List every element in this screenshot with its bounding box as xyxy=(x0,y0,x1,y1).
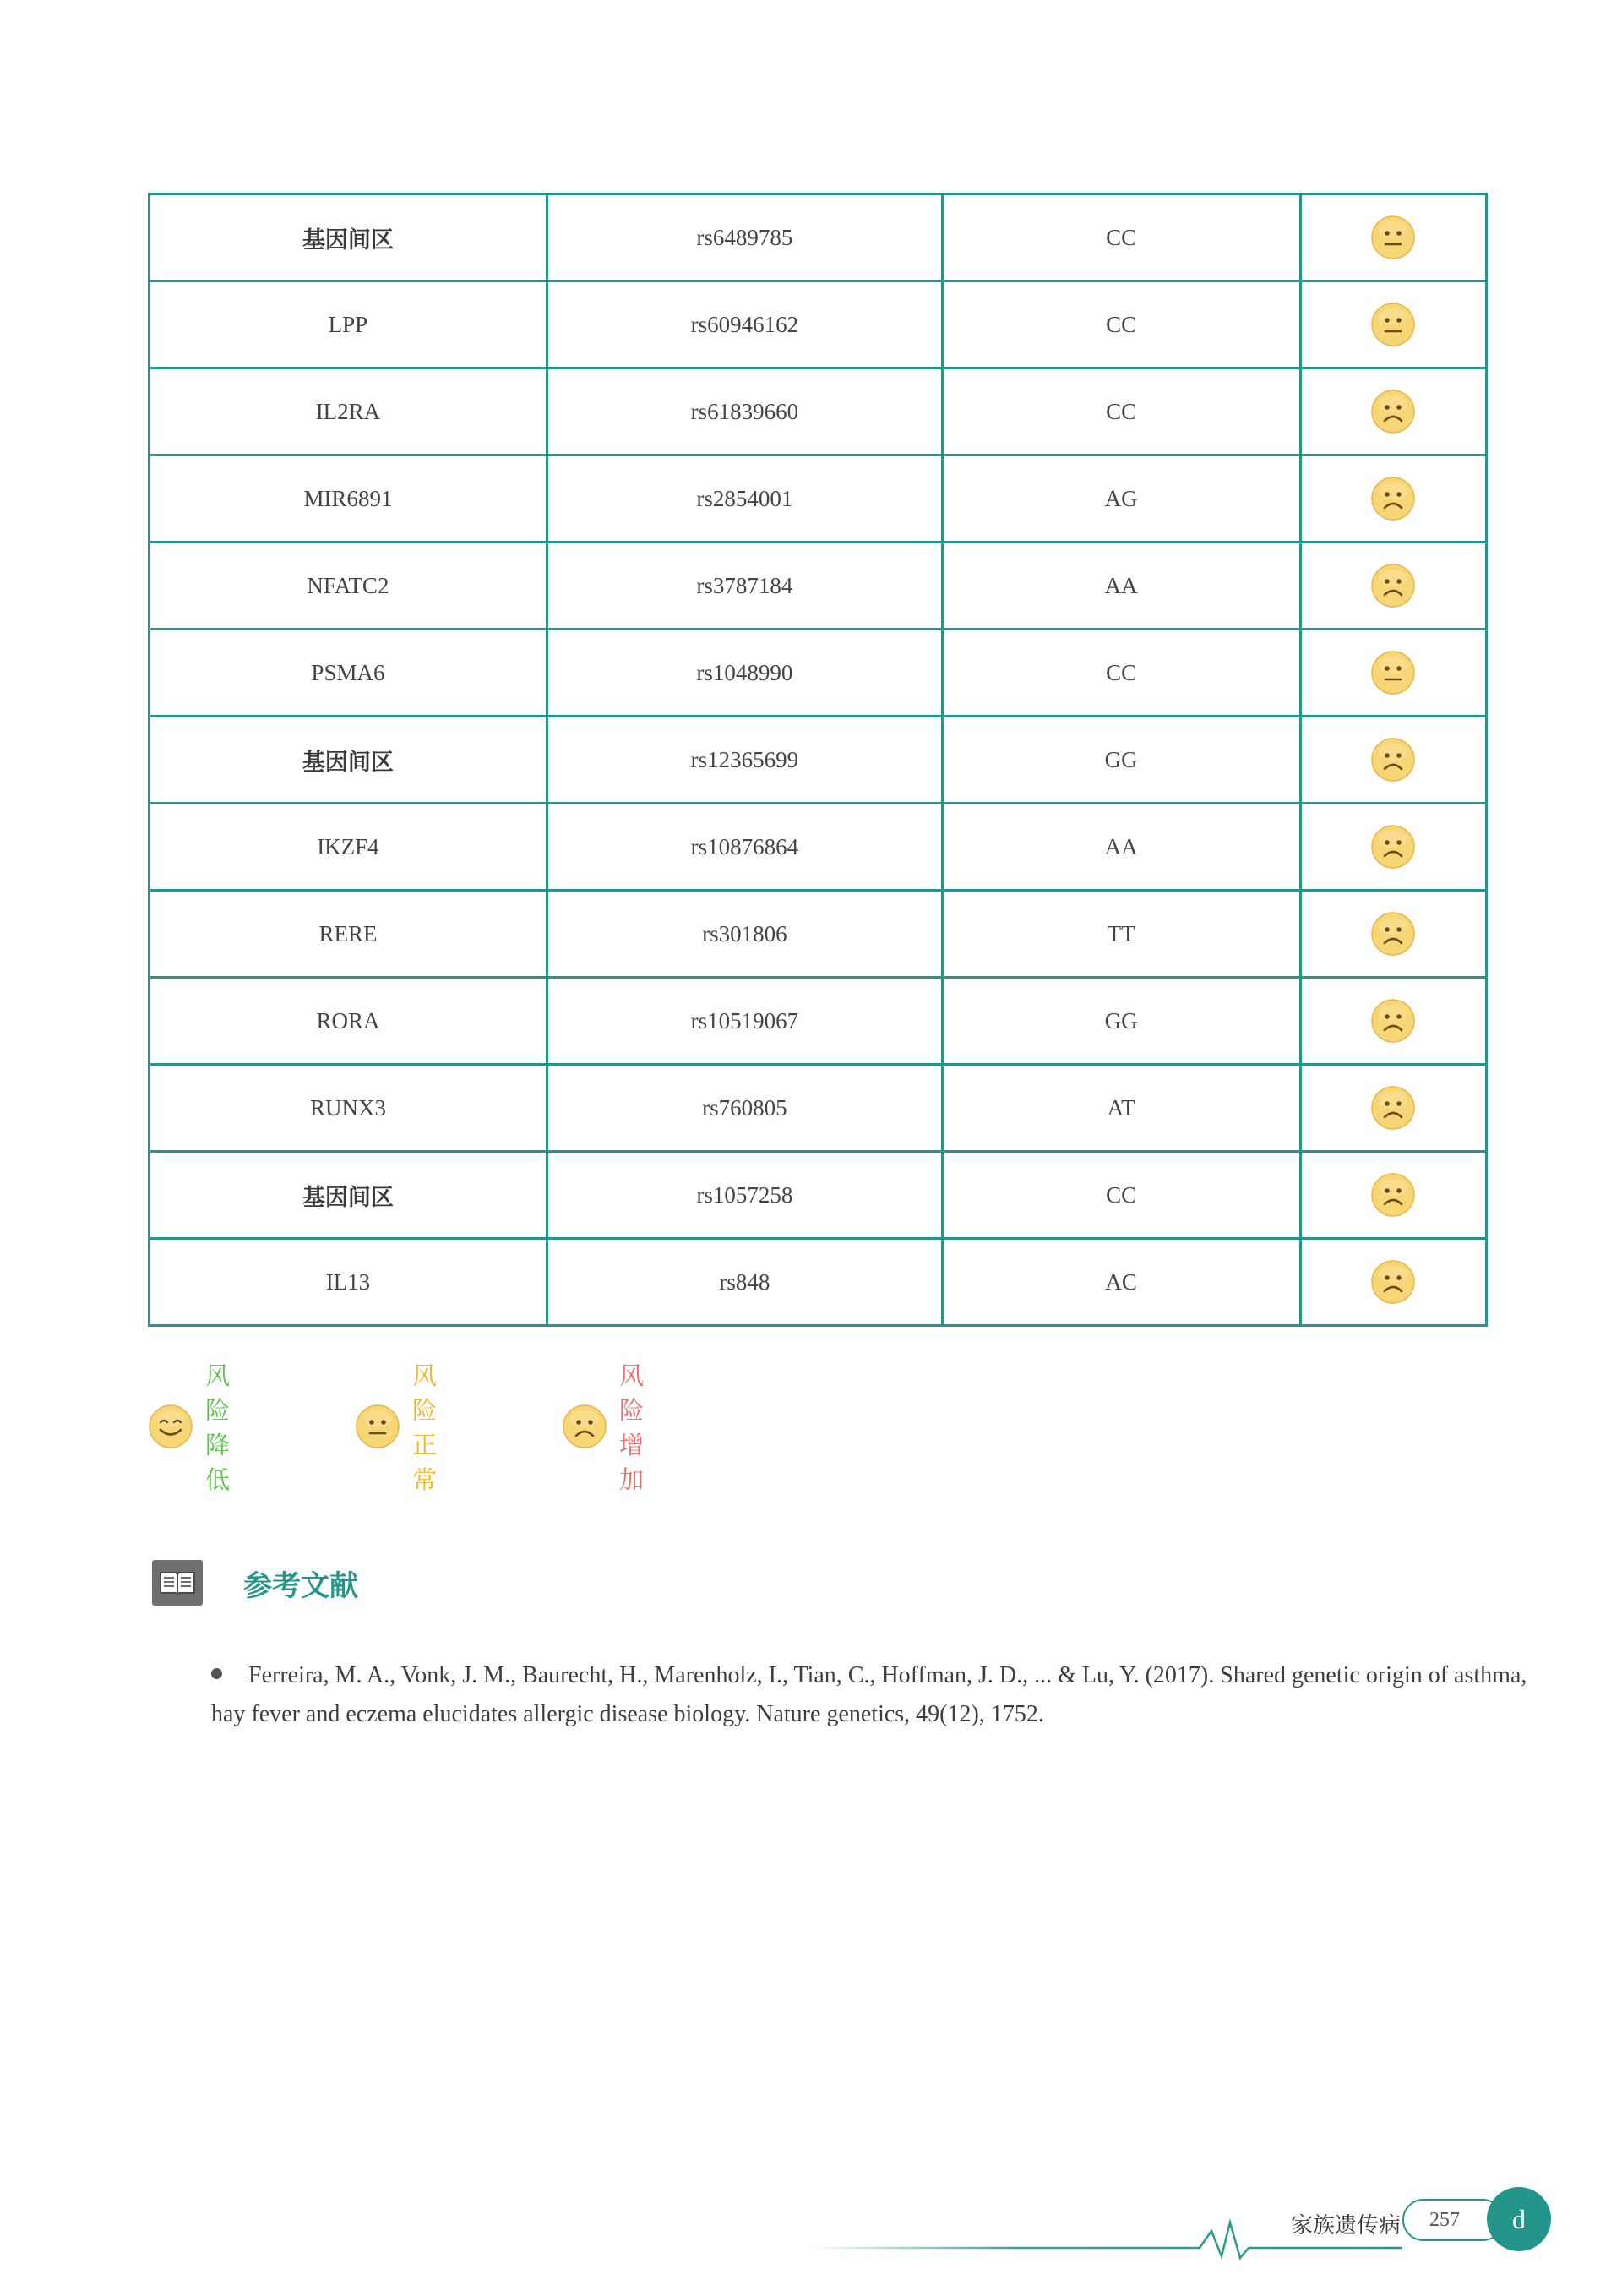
risk-cell xyxy=(1300,717,1486,804)
references-list xyxy=(211,1656,1529,1734)
gene-cell: IKZF4 xyxy=(150,804,547,891)
risk-cell xyxy=(1300,630,1486,717)
neutral-face-icon xyxy=(1370,302,1416,347)
table-row xyxy=(150,1065,1487,1152)
genotype-cell: CC xyxy=(942,1152,1300,1239)
genotype-cell: AA xyxy=(942,543,1300,630)
references-title: 参考文献 xyxy=(243,1568,358,1603)
risk-cell xyxy=(1300,978,1486,1065)
bullet-icon xyxy=(211,1668,222,1679)
table-row xyxy=(150,978,1487,1065)
rsid-cell: rs60946162 xyxy=(547,281,942,368)
rsid-cell: rs1057258 xyxy=(547,1152,942,1239)
neutral-face-icon xyxy=(1370,215,1416,260)
frown-face-icon xyxy=(1370,1259,1416,1305)
gene-cell: 基因间区 xyxy=(150,194,547,281)
legend-risk-normal xyxy=(355,1361,438,1494)
table-row xyxy=(150,1152,1487,1239)
frown-face-icon xyxy=(1370,998,1416,1044)
legend-label-high: 风险增加 xyxy=(619,1361,645,1494)
genotype-cell: GG xyxy=(942,978,1300,1065)
table-row xyxy=(150,281,1487,368)
rsid-cell: rs10519067 xyxy=(547,978,942,1065)
rsid-cell: rs1048990 xyxy=(547,630,942,717)
frown-face-icon xyxy=(1370,476,1416,521)
table-row xyxy=(150,368,1487,455)
genotype-cell: CC xyxy=(942,368,1300,455)
genotype-cell: TT xyxy=(942,891,1300,978)
reference-text: Ferreira, M. A., Vonk, J. M., Baurecht, H., Marenholz, I., Tian, C., Hoffman, J. D., ... & Lu, Y. (2017). Shared genetic origin of asthma, hay fever and eczema elucidates allergic disease biology. Nature genetics, 49(12), 1752. xyxy=(211,1662,1527,1727)
genotype-cell: CC xyxy=(942,281,1300,368)
legend-label-low: 风险降低 xyxy=(205,1361,231,1494)
risk-cell xyxy=(1300,1239,1486,1326)
gene-cell: IL13 xyxy=(150,1239,547,1326)
genotype-cell: GG xyxy=(942,717,1300,804)
gene-cell: MIR6891 xyxy=(150,455,547,543)
smile-face-icon xyxy=(148,1404,193,1449)
frown-face-icon xyxy=(1370,737,1416,783)
chapter-badge xyxy=(1487,2187,1551,2251)
table-row xyxy=(150,630,1487,717)
frown-face-icon xyxy=(1370,824,1416,870)
risk-cell xyxy=(1300,891,1486,978)
risk-cell xyxy=(1300,1152,1486,1239)
genotype-cell: AC xyxy=(942,1239,1300,1326)
risk-cell xyxy=(1300,194,1486,281)
frown-face-icon xyxy=(562,1404,607,1449)
gene-cell: RUNX3 xyxy=(150,1065,547,1152)
frown-face-icon xyxy=(1370,1172,1416,1218)
risk-cell xyxy=(1300,1065,1486,1152)
table-row xyxy=(150,455,1487,543)
neutral-face-icon xyxy=(355,1404,400,1449)
gene-cell: RORA xyxy=(150,978,547,1065)
table-row xyxy=(150,717,1487,804)
genotype-cell: AA xyxy=(942,804,1300,891)
references-header xyxy=(152,1557,358,1608)
gene-cell: 基因间区 xyxy=(150,717,547,804)
legend-label-normal: 风险正常 xyxy=(412,1361,438,1494)
genotype-cell: CC xyxy=(942,630,1300,717)
page-number-text: 257 xyxy=(1429,2208,1460,2231)
rsid-cell: rs760805 xyxy=(547,1065,942,1152)
genotype-cell: AG xyxy=(942,455,1300,543)
genotype-cell: AT xyxy=(942,1065,1300,1152)
risk-cell xyxy=(1300,543,1486,630)
reference-item xyxy=(211,1656,1529,1734)
table-row xyxy=(150,891,1487,978)
risk-cell xyxy=(1300,368,1486,455)
table-row xyxy=(150,543,1487,630)
gene-cell: IL2RA xyxy=(150,368,547,455)
legend-risk-lowered xyxy=(148,1361,231,1494)
risk-cell xyxy=(1300,804,1486,891)
gene-cell: PSMA6 xyxy=(150,630,547,717)
legend-risk-increased xyxy=(562,1361,645,1494)
gene-cell: RERE xyxy=(150,891,547,978)
rsid-cell: rs301806 xyxy=(547,891,942,978)
frown-face-icon xyxy=(1370,1085,1416,1131)
risk-cell xyxy=(1300,455,1486,543)
gene-cell: NFATC2 xyxy=(150,543,547,630)
rsid-cell: rs61839660 xyxy=(547,368,942,455)
risk-cell xyxy=(1300,281,1486,368)
snp-risk-table xyxy=(148,193,1488,1327)
neutral-face-icon xyxy=(1370,650,1416,695)
rsid-cell: rs848 xyxy=(547,1239,942,1326)
book-icon xyxy=(152,1560,203,1606)
rsid-cell: rs6489785 xyxy=(547,194,942,281)
footer-section-title: 家族遗传病 xyxy=(1291,2213,1402,2239)
rsid-cell: rs3787184 xyxy=(547,543,942,630)
table-row xyxy=(150,1239,1487,1326)
gene-cell: LPP xyxy=(150,281,547,368)
rsid-cell: rs2854001 xyxy=(547,455,942,543)
rsid-cell: rs12365699 xyxy=(547,717,942,804)
table-row xyxy=(150,194,1487,281)
table-row xyxy=(150,804,1487,891)
rsid-cell: rs10876864 xyxy=(547,804,942,891)
chapter-badge-letter: d xyxy=(1512,2203,1526,2234)
genotype-cell: CC xyxy=(942,194,1300,281)
frown-face-icon xyxy=(1370,389,1416,434)
frown-face-icon xyxy=(1370,563,1416,608)
gene-cell: 基因间区 xyxy=(150,1152,547,1239)
frown-face-icon xyxy=(1370,911,1416,957)
